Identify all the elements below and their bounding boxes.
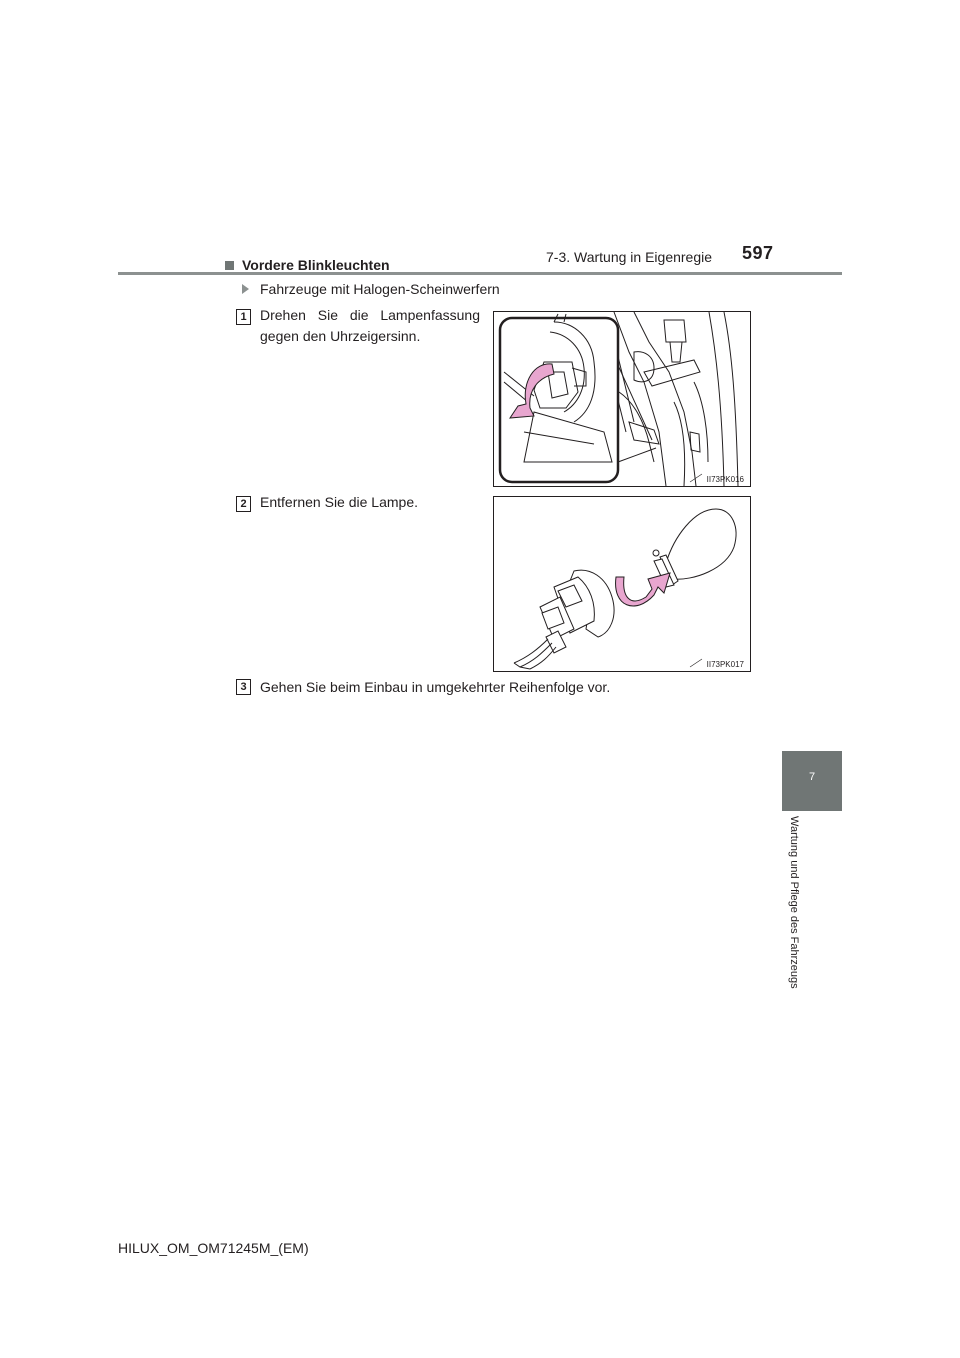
step-3-text: Gehen Sie beim Einbau in umgekehrter Reihenfolge vor.: [260, 679, 611, 695]
footer-doc-code: HILUX_OM_OM71245M_(EM): [118, 1240, 309, 1256]
figure-remove-socket: [493, 311, 751, 487]
step-1-text: Drehen Sie die Lampenfassung gegen den Uhrzeigersinn.: [260, 307, 480, 344]
headlight-socket-illustration: [494, 312, 750, 486]
chapter-number: 7: [808, 771, 816, 783]
section-heading: [225, 257, 390, 273]
section-heading-text: Vordere Blinkleuchten: [242, 257, 390, 273]
page-number: 597: [742, 243, 774, 263]
step-number-2: 2: [236, 496, 251, 512]
chapter-title-vertical: Wartung und Pflege des Fahrzeugs: [788, 816, 800, 989]
figure-code-1: II73PK016: [706, 475, 744, 484]
header-section-title: 7-3. Wartung in Eigenregie: [546, 249, 713, 265]
subsection-heading: [242, 281, 500, 297]
step-2-text: Entfernen Sie die Lampe.: [260, 494, 418, 510]
bulb-removal-illustration: [494, 497, 750, 671]
pull-arrow-icon: [616, 573, 670, 606]
square-bullet-icon: [225, 261, 234, 270]
subsection-heading-text: Fahrzeuge mit Halogen-Scheinwerfern: [260, 281, 500, 297]
figure-remove-bulb: [493, 496, 751, 672]
figure-code-2: II73PK017: [706, 660, 744, 669]
step-number-3: 3: [236, 679, 251, 695]
step-number-1: 1: [236, 309, 251, 325]
triangle-bullet-icon: [242, 284, 249, 294]
